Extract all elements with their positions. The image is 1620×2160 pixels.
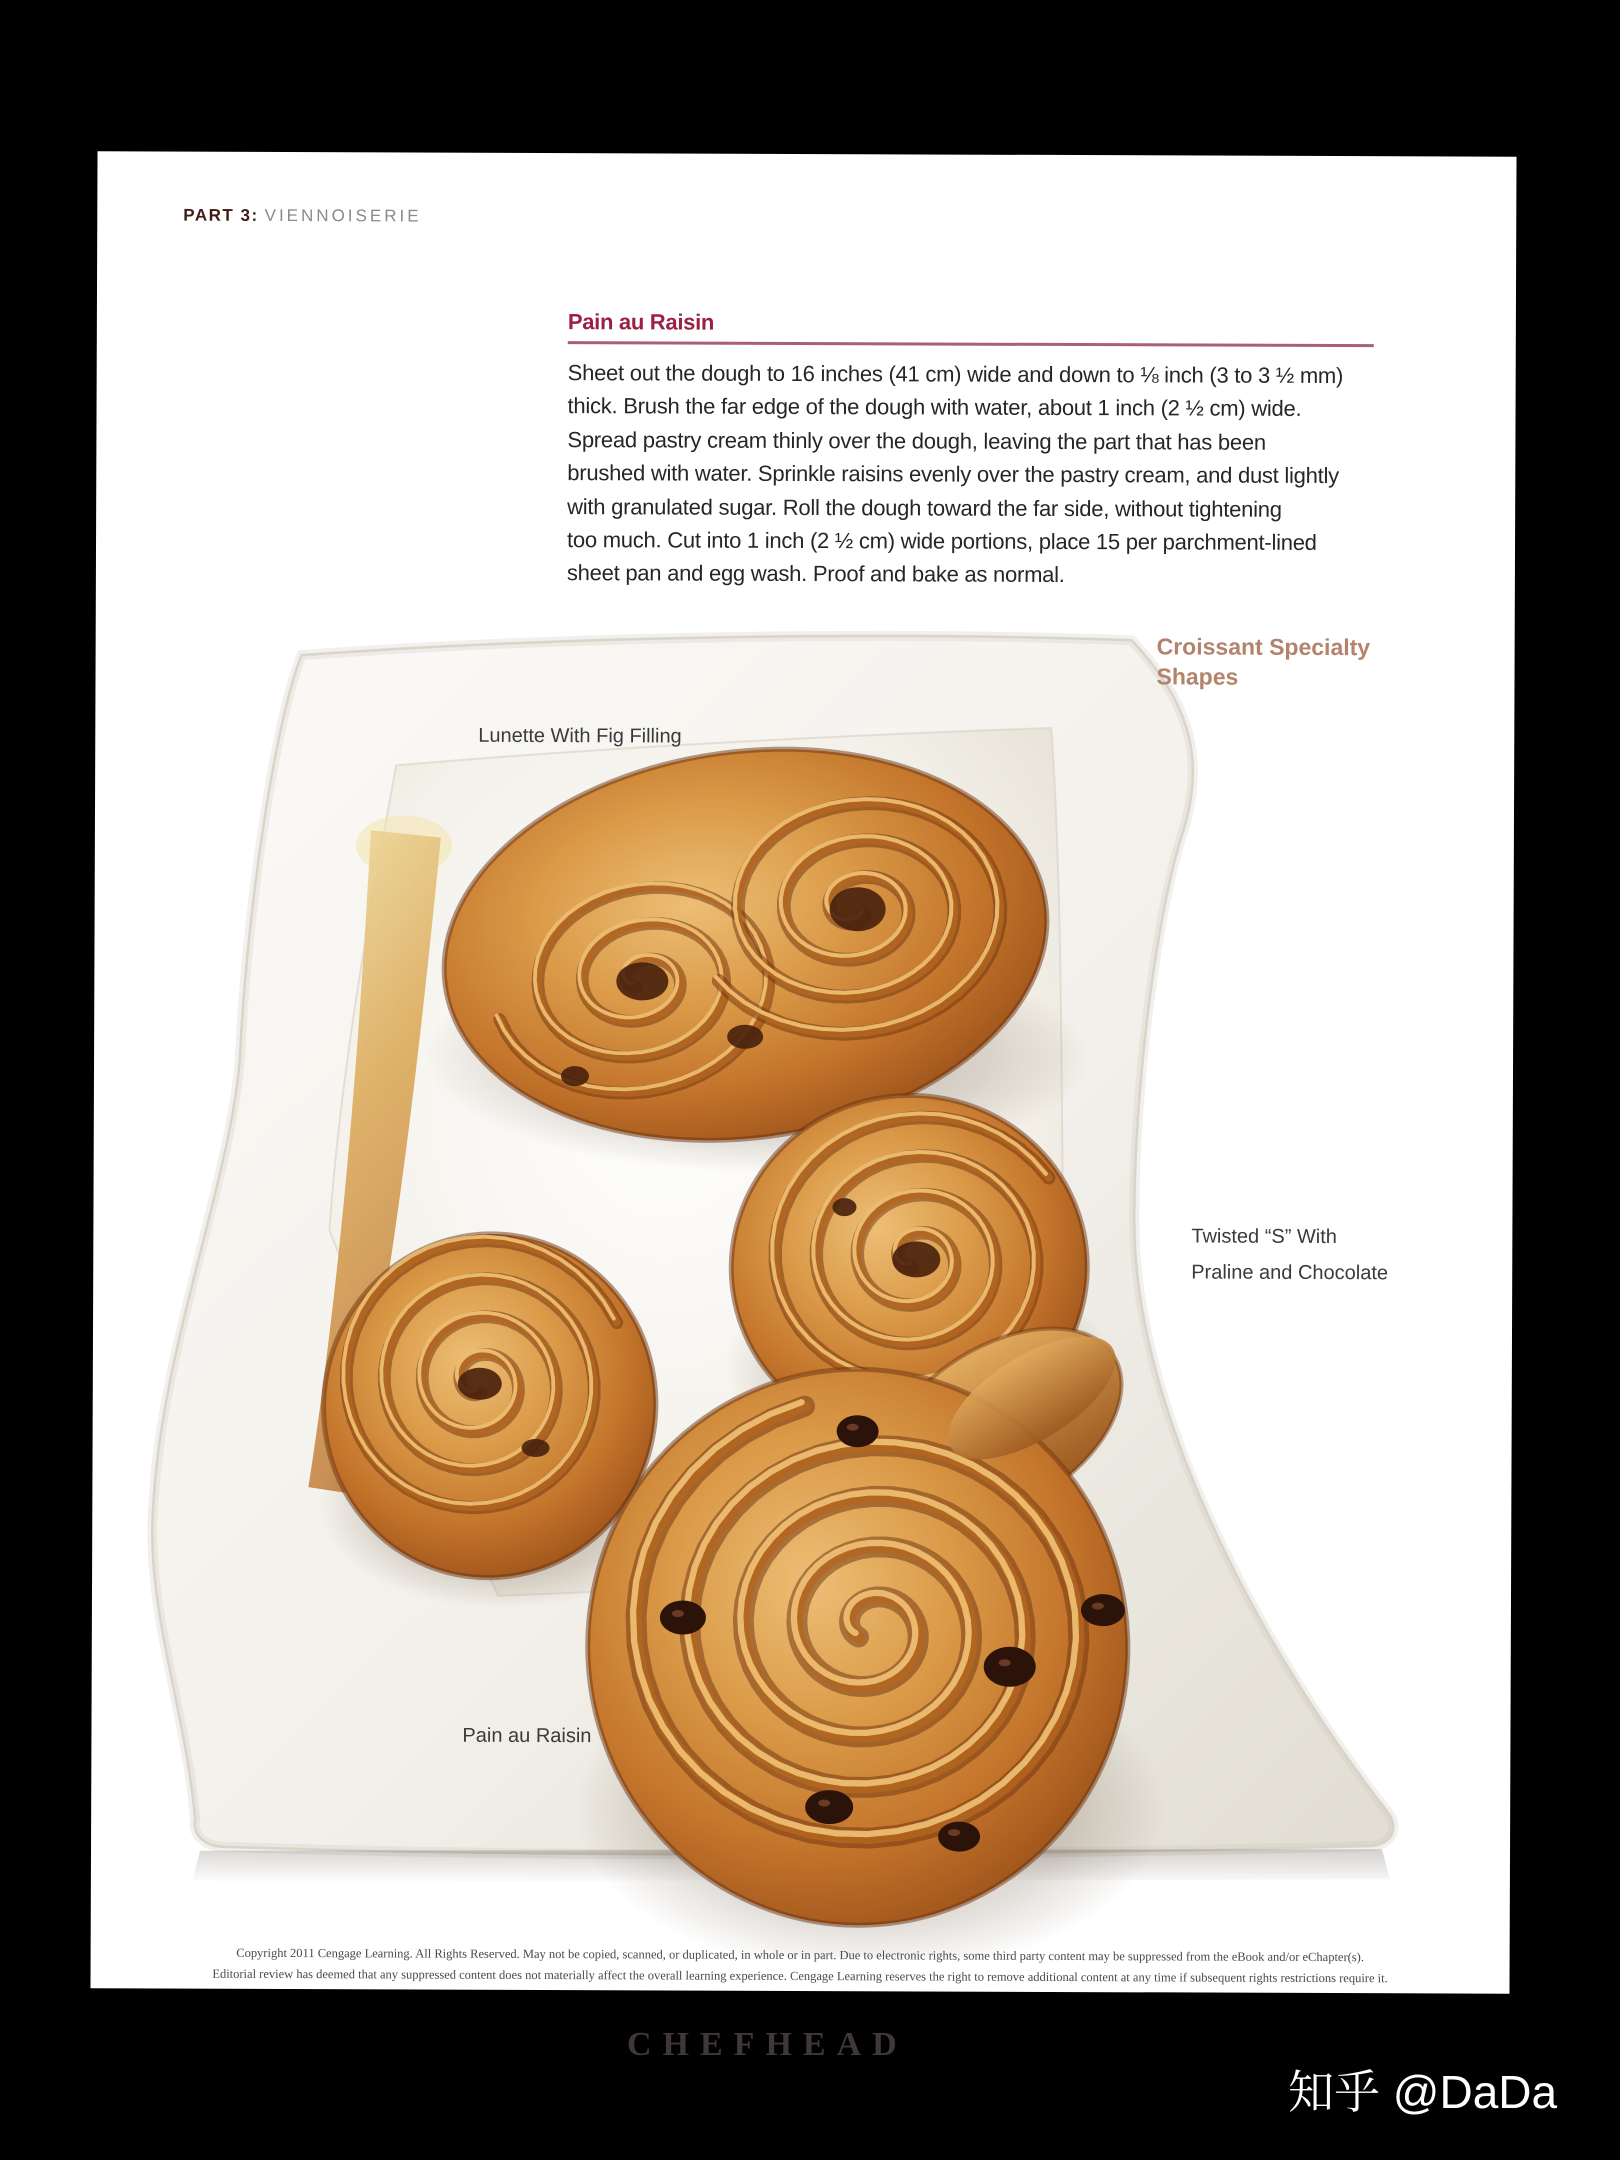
recipe-instructions	[567, 356, 1343, 593]
part-number-label: PART 3:	[183, 205, 259, 225]
copyright-line2: Editorial review has deemed that any suppressed content does not materially affect the overall learning experience. Cengage Learning reserves the right to remove additional content at any time if subsequent rights restrictions require it.	[212, 1966, 1388, 1986]
chefhead-watermark: CHEFHEAD	[627, 2026, 908, 2063]
instruction-line: with granulated sugar. Roll the dough toward the far side, without tightening	[567, 493, 1282, 522]
book-page	[90, 151, 1516, 1993]
instruction-line: brushed with water. Sprinkle raisins evenly over the pastry cream, and dust lightly	[567, 460, 1339, 489]
raisin	[984, 1647, 1036, 1687]
recipe-title: Pain au Raisin	[567, 309, 715, 335]
part-title-label: VIENNOISERIE	[264, 205, 422, 226]
croissant-heading-line2: Shapes	[1156, 663, 1239, 690]
raisin	[938, 1822, 980, 1852]
croissant-specialty-heading	[1156, 631, 1370, 692]
label-pain-au-raisin: Pain au Raisin	[462, 1724, 592, 1748]
label-twisted-line2: Praline and Chocolate	[1191, 1261, 1389, 1285]
raisin	[837, 1415, 879, 1447]
part-header	[183, 206, 421, 227]
zhihu-dada-watermark: 知乎 @DaDa	[1288, 2066, 1558, 2118]
label-lunette: Lunette With Fig Filling	[478, 724, 682, 748]
label-twisted-line1: Twisted “S” With	[1191, 1225, 1337, 1249]
raisin	[1081, 1594, 1125, 1626]
instruction-line: thick. Brush the far edge of the dough with water, about 1 inch (2 ½ cm) wide.	[567, 393, 1302, 422]
pastry-photo-figure	[142, 604, 1497, 1959]
instruction-line: too much. Cut into 1 inch (2 ½ cm) wide portions, place 15 per parchment-lined	[566, 527, 1317, 555]
raisin	[805, 1790, 853, 1824]
instruction-line: sheet pan and egg wash. Proof and bake as normal.	[566, 560, 1065, 588]
copyright-line1: Copyright 2011 Cengage Learning. All Rights Reserved. May not be copied, scanned, or duplicated, in whole or in part. Due to electronic rights, some third party content may be suppressed from the eBook and/or eChapter(s).	[236, 1945, 1364, 1965]
recipe-title-rule	[568, 341, 1374, 347]
copyright-notice	[90, 1942, 1509, 1989]
instruction-line: Sheet out the dough to 16 inches (41 cm) wide and down to ⅛ inch (3 to 3 ½ mm)	[567, 360, 1344, 389]
instruction-line: Spread pastry cream thinly over the dough, leaving the part that has been	[567, 426, 1266, 455]
raisin	[660, 1600, 706, 1634]
croissant-heading-line1: Croissant Specialty	[1156, 633, 1371, 661]
label-twisted-s	[1191, 1218, 1388, 1291]
